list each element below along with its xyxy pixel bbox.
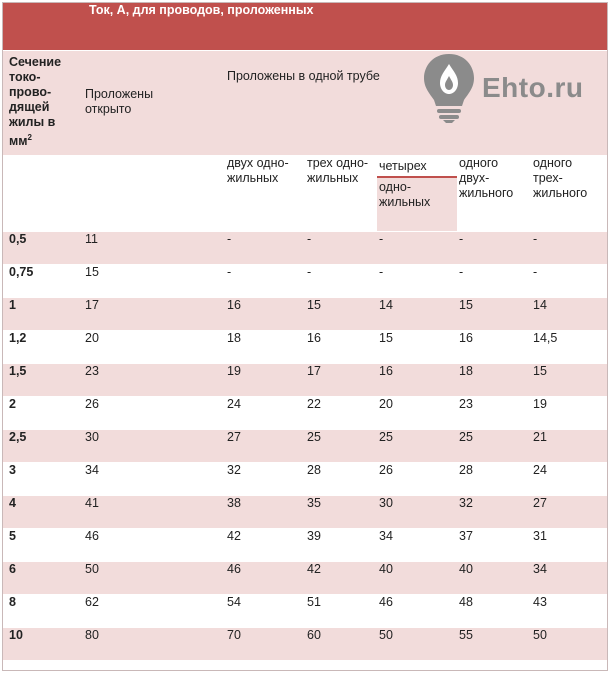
table-title [83,3,607,51]
value-cell-four: - [377,232,457,265]
value-cell-two: 32 [225,463,305,496]
table-row [3,463,607,496]
value-cell-open: 11 [83,232,225,265]
value-cell-one3: 19 [531,397,607,430]
sub-three-single-text: трех одно-жильных [307,156,369,185]
value-cell-one3: 50 [531,628,607,661]
sub-one-triple [531,156,607,232]
table-row [3,265,607,298]
section-cell: 0,5 [3,232,83,265]
value-cell-four: 25 [377,430,457,463]
title-corner [3,3,83,51]
value-cell-three: - [305,232,377,265]
value-cell-one2: 40 [457,562,531,595]
value-cell-four: 46 [377,595,457,628]
subheader-blank-1 [3,156,83,232]
value-cell-one3: 21 [531,430,607,463]
value-cell-one3: 34 [531,562,607,595]
value-cell-four: 40 [377,562,457,595]
table-row [3,562,607,595]
table-title-text: Ток, А, для проводов, проложенных [89,3,314,17]
value-cell-four: 14 [377,298,457,331]
value-cell-open: 17 [83,298,225,331]
value-cell-two: 19 [225,364,305,397]
value-cell-three: 22 [305,397,377,430]
table-row [3,628,607,661]
value-cell-one3: 14,5 [531,331,607,364]
table-row [3,595,607,628]
value-cell-three: 28 [305,463,377,496]
section-cell: 0,75 [3,265,83,298]
value-cell-four: 20 [377,397,457,430]
value-cell-two: 46 [225,562,305,595]
subheader-row [3,156,607,232]
section-cell: 2 [3,397,83,430]
value-cell-one2: - [457,265,531,298]
section-cell: 3 [3,463,83,496]
value-cell-one2: 18 [457,364,531,397]
open-header: Проложены открыто [85,87,154,116]
value-cell-three: 42 [305,562,377,595]
table-body [3,232,607,661]
value-cell-four: 50 [377,628,457,661]
section-header: Сечение токо- прово- дящей жилы в $мм^2$ [3,51,83,156]
value-cell-open: 50 [83,562,225,595]
value-cell-open: 34 [83,463,225,496]
value-cell-four: 30 [377,496,457,529]
value-cell-one3: - [531,232,607,265]
sub-one-double-text: одного двух-жильного [459,156,514,200]
value-cell-three: 51 [305,595,377,628]
site-logo [420,52,600,124]
value-cell-three: 16 [305,331,377,364]
section-cell: 1,5 [3,364,83,397]
value-cell-one2: 32 [457,496,531,529]
section-cell: 5 [3,529,83,562]
value-cell-two: 24 [225,397,305,430]
title-row [3,3,607,51]
value-cell-one2: 48 [457,595,531,628]
subheader-blank-2 [83,156,225,232]
value-cell-one2: 55 [457,628,531,661]
value-cell-three: 39 [305,529,377,562]
value-cell-open: 80 [83,628,225,661]
value-cell-four: 34 [377,529,457,562]
value-cell-two: 38 [225,496,305,529]
open-header-cell [83,51,225,156]
value-cell-one3: 31 [531,529,607,562]
value-cell-open: 23 [83,364,225,397]
sub-one-double [457,156,531,232]
value-cell-open: 41 [83,496,225,529]
value-cell-open: 20 [83,331,225,364]
value-cell-two: 70 [225,628,305,661]
table-row [3,430,607,463]
value-cell-two: - [225,265,305,298]
logo-text: Ehto.ru [482,72,584,103]
value-cell-three: - [305,265,377,298]
section-cell: 8 [3,595,83,628]
value-cell-one3: 15 [531,364,607,397]
sub-four-single [377,156,457,232]
value-cell-four: 16 [377,364,457,397]
value-cell-one2: 23 [457,397,531,430]
value-cell-four: 15 [377,331,457,364]
table-row [3,331,607,364]
value-cell-one3: 24 [531,463,607,496]
value-cell-two: 27 [225,430,305,463]
table-row [3,496,607,529]
section-cell: 4 [3,496,83,529]
table-row [3,232,607,265]
table-row [3,298,607,331]
value-cell-open: 62 [83,595,225,628]
section-cell: 2,5 [3,430,83,463]
section-cell: 1 [3,298,83,331]
sub-two-single [225,156,305,232]
value-cell-one3: - [531,265,607,298]
value-cell-two: 54 [225,595,305,628]
value-cell-four: 26 [377,463,457,496]
lightbulb-flame-icon [420,52,478,124]
sub-three-single [305,156,377,232]
value-cell-two: 18 [225,331,305,364]
value-cell-one2: - [457,232,531,265]
value-cell-one3: 14 [531,298,607,331]
value-cell-three: 35 [305,496,377,529]
value-cell-one2: 16 [457,331,531,364]
value-cell-four: - [377,265,457,298]
value-cell-open: 30 [83,430,225,463]
section-cell: 10 [3,628,83,661]
value-cell-open: 46 [83,529,225,562]
table-row [3,364,607,397]
sub-four-single-top: четырех [377,156,457,178]
value-cell-one3: 27 [531,496,607,529]
value-cell-three: 25 [305,430,377,463]
value-cell-two: 16 [225,298,305,331]
value-cell-open: 26 [83,397,225,430]
sub-four-single-bottom: одно-жильных [379,180,431,209]
section-cell: 6 [3,562,83,595]
value-cell-one3: 43 [531,595,607,628]
value-cell-one2: 28 [457,463,531,496]
value-cell-three: 17 [305,364,377,397]
value-cell-one2: 37 [457,529,531,562]
table-row [3,397,607,430]
sub-two-single-text: двух одно-жильных [227,156,289,185]
value-cell-two: - [225,232,305,265]
value-cell-two: 42 [225,529,305,562]
table-row [3,529,607,562]
section-cell: 1,2 [3,331,83,364]
value-cell-one2: 15 [457,298,531,331]
value-cell-three: 15 [305,298,377,331]
value-cell-three: 60 [305,628,377,661]
sub-one-triple-text: одного трех-жильного [533,156,588,200]
value-cell-open: 15 [83,265,225,298]
value-cell-one2: 25 [457,430,531,463]
in-tube-header: Проложены в одной трубе [227,69,380,83]
